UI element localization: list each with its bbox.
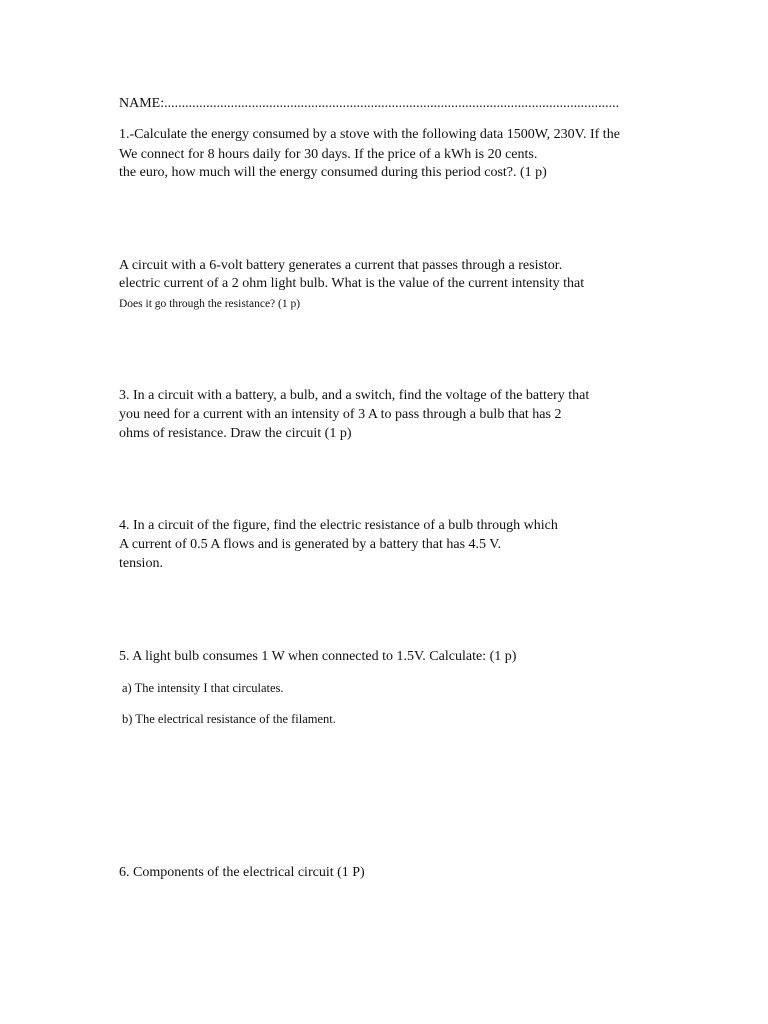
question-2-line-2: electric current of a 2 ohm light bulb. What is the value of the current intensity that <box>119 276 585 291</box>
question-5-title: 5. A light bulb consumes 1 W when connected to 1.5V. Calculate: (1 p) <box>119 649 517 664</box>
question-1-line-3: the euro, how much will the energy consumed during this period cost?. (1 p) <box>119 165 547 180</box>
question-3-line-2: you need for a current with an intensity of 3 A to pass through a bulb that has 2 <box>119 407 562 422</box>
question-4-line-2: A current of 0.5 A flows and is generated by a battery that has 4.5 V. <box>119 537 502 552</box>
question-6-title: 6. Components of the electrical circuit (1 P) <box>119 865 365 880</box>
question-4-line-3: tension. <box>119 556 163 571</box>
question-1-line-2: We connect for 8 hours daily for 30 days. If the price of a kWh is 20 cents. <box>119 147 538 162</box>
question-5-part-a: a) The intensity I that circulates. <box>122 681 284 695</box>
question-1-line-1: 1.-Calculate the energy consumed by a stove with the following data 1500W, 230V. If the <box>119 127 620 142</box>
question-3-line-3: ohms of resistance. Draw the circuit (1 p) <box>119 426 352 441</box>
question-5-part-b: b) The electrical resistance of the filament. <box>122 712 336 726</box>
question-4-line-1: 4. In a circuit of the figure, find the electric resistance of a bulb through which <box>119 518 558 533</box>
name-field-line: NAME:.................................................................................................................................. <box>119 96 620 111</box>
question-2-line-3: Does it go through the resistance? (1 p) <box>119 298 301 310</box>
question-3-line-1: 3. In a circuit with a battery, a bulb, and a switch, find the voltage of the battery that <box>119 388 590 403</box>
question-2-line-1: A circuit with a 6-volt battery generates a current that passes through a resistor. <box>119 258 563 273</box>
